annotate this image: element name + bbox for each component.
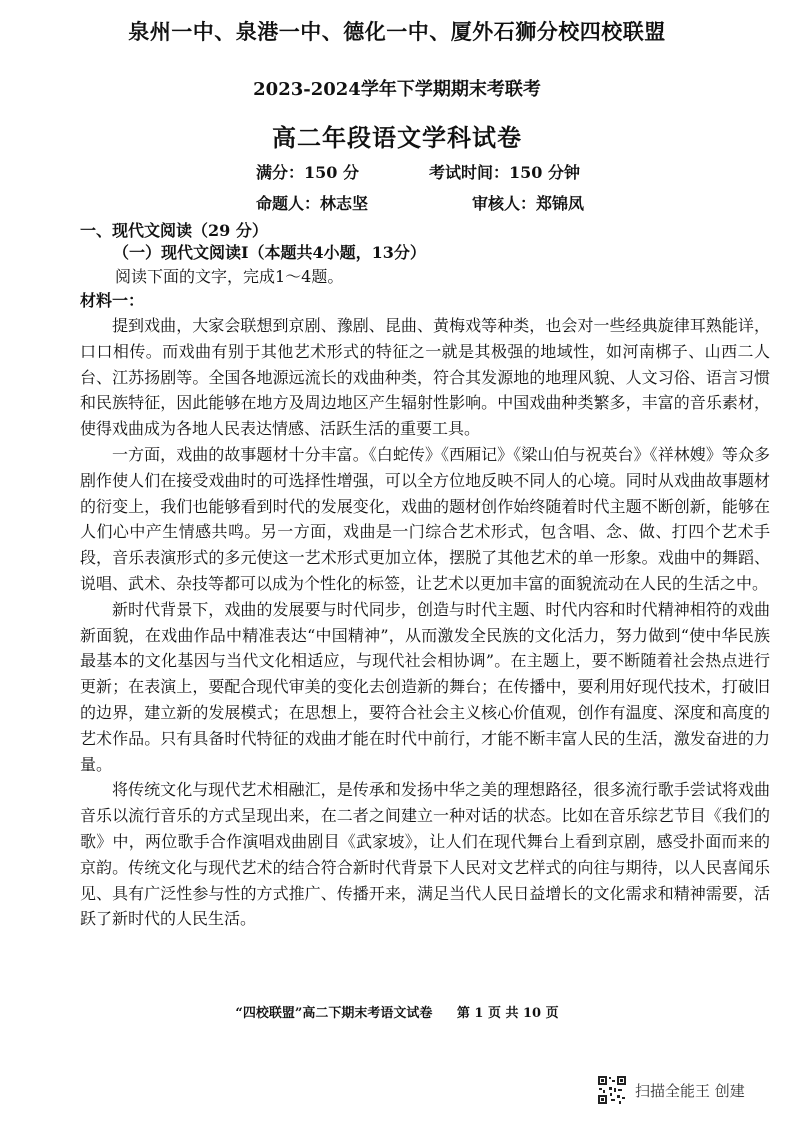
- subject-title: 高二年段语文学科试卷: [272, 123, 522, 152]
- schools-title: 泉州一中、泉港一中、德化一中、厦外石狮分校四校联盟: [128, 19, 666, 44]
- reviewer-info: 审核人：郑锦凤: [472, 194, 585, 213]
- footer-exam-name: “四校联盟”高二下期末考语文试卷: [235, 1006, 433, 1021]
- scanner-label: 扫描全能王 创建: [635, 1081, 745, 1100]
- qr-code-icon: [597, 1075, 627, 1105]
- material-body: [80, 313, 770, 932]
- author-info: 命题人：林志坚: [256, 194, 369, 213]
- score-info: 满分：150 分: [256, 163, 359, 182]
- section-title: 一、现代文阅读（29 分）: [80, 221, 268, 240]
- page-footer: [0, 1002, 794, 1021]
- instruction: 阅读下面的文字，完成1～4题。: [115, 267, 344, 286]
- exam-title: 2023-2024学年下学期期末考联考: [253, 79, 541, 100]
- scanner-watermark: [597, 1075, 745, 1105]
- footer-page-number: 第 1 页 共 10 页: [456, 1006, 559, 1021]
- section-subtitle: （一）现代文阅读Ⅰ（本题共4小题，13分）: [113, 243, 426, 262]
- material-label: 材料一：: [80, 291, 145, 310]
- paragraph: 提到戏曲，大家会联想到京剧、豫剧、昆曲、黄梅戏等种类，也会对一些经典旋律耳熟能详，口口相传。而戏曲有别于其他艺术形式的特征之一就是其极强的地域性，如河南梆子、山西二人台、江苏扬剧等。全国各地源远流长的戏曲种类，符合其发源地的地理风貌、人文习俗、语言习惯和民族特征，因此能够在地方及周边地区产生辐射性影响。中国戏曲种类繁多，丰富的音乐素材，使得戏曲成为各地人民表达情感、活跃生活的重要工具。: [80, 316, 770, 439]
- paragraph: 新时代背景下，戏曲的发展要与时代同步，创造与时代主题、时代内容和时代精神相符的戏曲新面貌，在戏曲作品中精准表达“中国精神”，从而激发全民族的文化活力，努力做到“使中华民族最基本的文化基因与当代文化相适应，与现代社会相协调”。在主题上，要不断随着社会热点进行更新；在表演上，要配合现代审美的变化去创造新的舞台；在传播中，要利用好现代技术，打破旧的边界，建立新的发展模式；在思想上，要符合社会主义核心价值观，创作有温度、深度和高度的艺术作品。只有具备时代特征的戏曲才能在时代中前行，才能不断丰富人民的生活，激发奋进的力量。: [80, 599, 770, 774]
- paragraph: 将传统文化与现代艺术相融汇，是传承和发扬中华之美的理想路径，很多流行歌手尝试将戏曲音乐以流行音乐的方式呈现出来，在二者之间建立一种对话的状态。比如在音乐综艺节目《我们的歌》中，两位歌手合作演唱戏曲剧目《武家坡》，让人们在现代舞台上看到京剧，感受扑面而来的京韵。传统文化与现代艺术的结合符合新时代背景下人民对文艺样式的向往与期待，以人民喜闻乐见、具有广泛性参与性的方式推广、传播开来，满足当代人民日益增长的文化需求和精神需要，活跃了新时代的人民生活。: [80, 780, 770, 929]
- paragraph: 一方面，戏曲的故事题材十分丰富。《白蛇传》《西厢记》《梁山伯与祝英台》《祥林嫂》等众多剧作使人们在接受戏曲时的可选择性增强，可以全方位地反映不同人的心境。同时从戏曲故事题材的衍变上，我们也能够看到时代的发展变化，戏曲的题材创作始终随着时代主题不断创新，能够在人们心中产生情感共鸣。另一方面，戏曲是一门综合艺术形式，包含唱、念、做、打四个艺术手段，音乐表演形式的多元使这一艺术形式更加立体，摆脱了其他艺术的单一形象。戏曲中的舞蹈、说唱、武术、杂技等都可以成为个性化的标签，让艺术以更加丰富的面貌流动在人民的生活之中。: [80, 444, 770, 593]
- time-info: 考试时间：150 分钟: [429, 163, 580, 182]
